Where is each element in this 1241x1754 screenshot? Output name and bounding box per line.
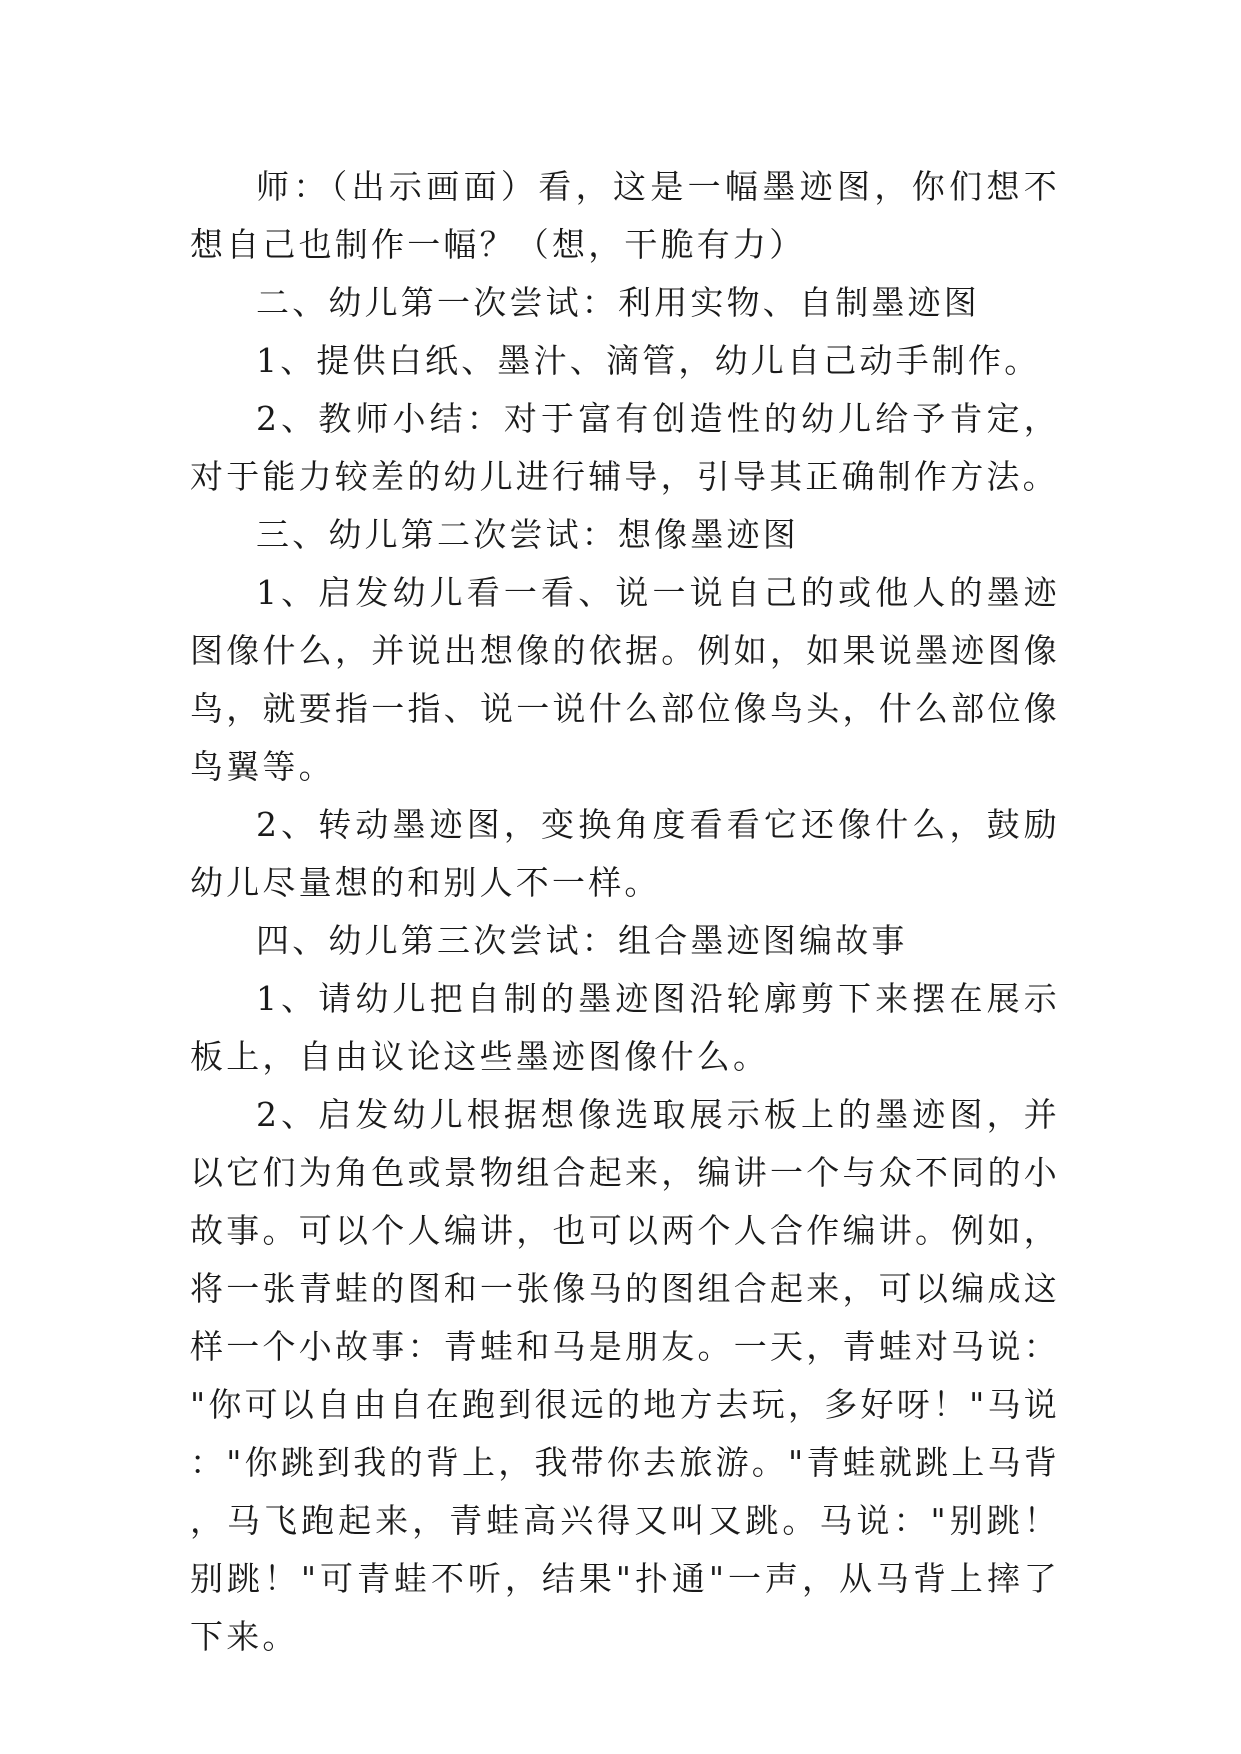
section-heading-4: 四、幼儿第三次尝试：组合墨迹图编故事 [256,921,908,960]
section-heading-2: 二、幼儿第一次尝试：利用实物、自制墨迹图 [256,283,980,322]
paragraph-2-2: 2、教师小结：对于富有创造性的幼儿给予肯定，对于能力较差的幼儿进行辅导，引导其正确制作方法。 [190,399,1060,496]
paragraph-3-1: 1、启发幼儿看一看、说一说自己的或他人的墨迹图像什么，并说出想像的依据。例如，如果说墨迹图像鸟，就要指一指、说一说什么部位像鸟头，什么部位像鸟翼等。 [190,573,1060,786]
paragraph-4-2: 2、启发幼儿根据想像选取展示板上的墨迹图，并以它们为角色或景物组合起来，编讲一个与众不同的小故事。可以个人编讲，也可以两个人合作编讲。例如，将一张青蛙的图和一张像马的图组合起来，可以编成这样一个小故事：青蛙和马是朋友。一天，青蛙对马说："你可以自由自在跑到很远的地方去玩，多好呀！"马说："你跳到我的背上，我带你去旅游。"青蛙就跳上马背，马飞跑起来，青蛙高兴得又叫又跳。马说："别跳！别跳！"可青蛙不听，结果"扑通"一声，从马背上摔了下来。 [190,1095,1060,1656]
paragraph-intro: 师：（出示画面）看，这是一幅墨迹图，你们想不想自己也制作一幅？（想，干脆有力） [190,167,1060,264]
paragraph-3-2: 2、转动墨迹图，变换角度看看它还像什么，鼓励幼儿尽量想的和别人不一样。 [190,805,1060,902]
paragraph-4-1: 1、请幼儿把自制的墨迹图沿轮廓剪下来摆在展示板上，自由议论这些墨迹图像什么。 [190,979,1060,1076]
section-heading-3: 三、幼儿第二次尝试：想像墨迹图 [256,515,799,554]
paragraph-2-1: 1、提供白纸、墨汁、滴管，幼儿自己动手制作。 [256,341,1041,380]
document-body [190,158,1060,1666]
